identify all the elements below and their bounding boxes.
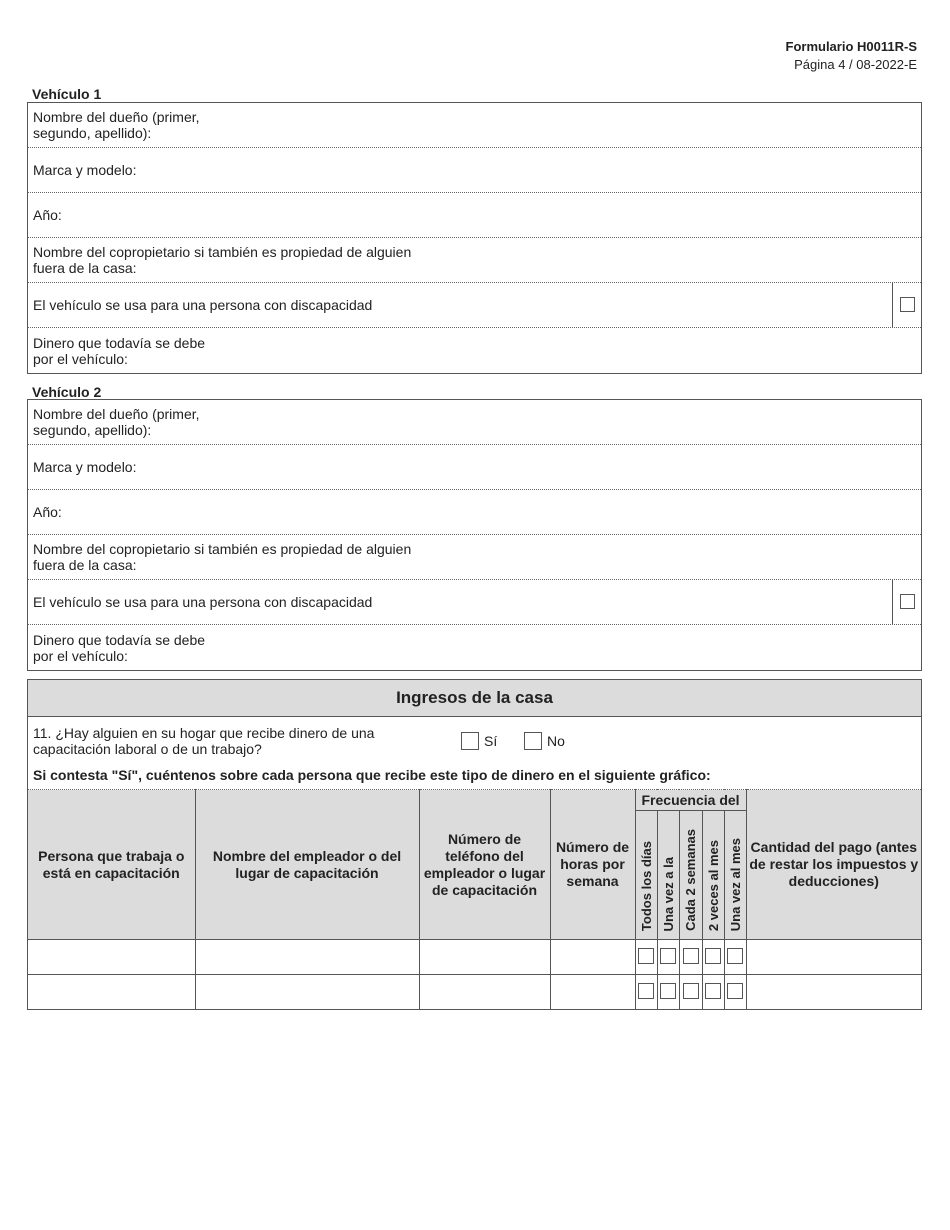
no-checkbox[interactable] bbox=[524, 732, 542, 750]
table-row bbox=[28, 975, 921, 1010]
col-frequency-option bbox=[679, 811, 702, 940]
page-number: Página 4 / 08-2022-E bbox=[794, 57, 917, 72]
form-header bbox=[786, 38, 918, 74]
table-row bbox=[28, 940, 921, 975]
col-frequency: Frecuencia del bbox=[635, 790, 746, 811]
phone-cell[interactable] bbox=[419, 975, 550, 1010]
frequency-checkbox[interactable] bbox=[638, 983, 654, 999]
vehicle-field-row[interactable] bbox=[28, 625, 921, 670]
frequency-label: Cada 2 semanas bbox=[683, 829, 698, 931]
hours-cell[interactable] bbox=[550, 940, 635, 975]
disability-checkbox[interactable] bbox=[900, 594, 915, 609]
col-frequency-option bbox=[724, 811, 746, 940]
frequency-cell bbox=[635, 940, 657, 975]
vehicle-field-row[interactable] bbox=[28, 490, 921, 535]
employer-cell[interactable] bbox=[195, 975, 419, 1010]
vehicle-field-label: Nombre del copropietario si también es propiedad de alguien fuera de la casa: bbox=[33, 541, 412, 573]
phone-cell[interactable] bbox=[419, 940, 550, 975]
col-frequency-option bbox=[635, 811, 657, 940]
frequency-cell bbox=[724, 975, 746, 1010]
frequency-cell bbox=[679, 940, 702, 975]
frequency-label: Una vez al mes bbox=[727, 837, 743, 931]
frequency-cell bbox=[702, 940, 724, 975]
form-number: Formulario H0011R-S bbox=[785, 39, 917, 54]
yes-option[interactable] bbox=[461, 732, 497, 750]
question-11 bbox=[28, 717, 921, 765]
amount-cell[interactable] bbox=[746, 975, 921, 1010]
employer-cell[interactable] bbox=[195, 940, 419, 975]
vehicle-field-row[interactable] bbox=[28, 445, 921, 490]
vehicle-field-label: Nombre del copropietario si también es propiedad de alguien fuera de la casa: bbox=[33, 244, 412, 276]
frequency-checkbox[interactable] bbox=[705, 983, 721, 999]
frequency-label: Una vez a la bbox=[660, 856, 676, 931]
no-option[interactable] bbox=[524, 732, 565, 750]
frequency-checkbox[interactable] bbox=[660, 983, 676, 999]
vehicle-field-row[interactable] bbox=[28, 535, 921, 580]
frequency-label: 2 veces al mes bbox=[705, 839, 721, 931]
vehicle-2-title: Vehículo 2 bbox=[32, 384, 102, 400]
disability-checkbox-cell bbox=[892, 283, 921, 327]
vehicle-1-table bbox=[27, 102, 922, 374]
vehicle-field-row[interactable] bbox=[28, 400, 921, 445]
col-frequency-option bbox=[702, 811, 724, 940]
vehicle-field-row[interactable] bbox=[28, 580, 921, 625]
work-income-table bbox=[28, 789, 921, 1009]
col-phone: Número de teléfono del empleador o lugar de capacitación bbox=[419, 790, 550, 940]
vehicle-field-label: Nombre del dueño (primer, segundo, apellido): bbox=[33, 109, 200, 141]
vehicle-field-label: Dinero que todavía se debe por el vehículo: bbox=[33, 631, 206, 664]
amount-cell[interactable] bbox=[746, 940, 921, 975]
vehicle-field-row[interactable] bbox=[28, 103, 921, 148]
instruction-text: Si contesta "Sí", cuéntenos sobre cada persona que recibe este tipo de dinero en el siguiente gráfico: bbox=[33, 767, 711, 783]
vehicle-field-label: Nombre del dueño (primer, segundo, apellido): bbox=[33, 406, 200, 438]
yes-checkbox[interactable] bbox=[461, 732, 479, 750]
col-hours: Número de horas por semana bbox=[550, 790, 635, 940]
yes-label: Sí bbox=[484, 733, 498, 749]
frequency-cell bbox=[724, 940, 746, 975]
hours-cell[interactable] bbox=[550, 975, 635, 1010]
vehicle-field-row[interactable] bbox=[28, 328, 921, 373]
frequency-checkbox[interactable] bbox=[705, 948, 721, 964]
frequency-cell bbox=[635, 975, 657, 1010]
vehicle-field-row[interactable] bbox=[28, 148, 921, 193]
frequency-cell bbox=[702, 975, 724, 1010]
vehicle-field-label: Año: bbox=[33, 504, 62, 520]
col-amount: Cantidad del pago (antes de restar los impuestos y deducciones) bbox=[746, 790, 921, 940]
disability-checkbox[interactable] bbox=[900, 297, 915, 312]
vehicle-1-title: Vehículo 1 bbox=[32, 86, 102, 102]
income-title: Ingresos de la casa bbox=[28, 680, 921, 717]
frequency-checkbox[interactable] bbox=[660, 948, 676, 964]
vehicle-field-label: Dinero que todavía se debe por el vehículo: bbox=[33, 334, 206, 367]
income-section bbox=[27, 679, 922, 1010]
col-frequency-option bbox=[657, 811, 679, 940]
vehicle-field-label: Año: bbox=[33, 207, 62, 223]
vehicle-field-label: El vehículo se usa para una persona con discapacidad bbox=[33, 297, 373, 313]
vehicle-field-row[interactable] bbox=[28, 193, 921, 238]
frequency-cell bbox=[657, 975, 679, 1010]
vehicle-field-row[interactable] bbox=[28, 238, 921, 283]
frequency-checkbox[interactable] bbox=[727, 983, 743, 999]
frequency-checkbox[interactable] bbox=[683, 948, 699, 964]
vehicle-field-label: Marca y modelo: bbox=[33, 162, 137, 178]
frequency-cell bbox=[657, 940, 679, 975]
frequency-checkbox[interactable] bbox=[638, 948, 654, 964]
disability-checkbox-cell bbox=[892, 580, 921, 624]
frequency-checkbox[interactable] bbox=[683, 983, 699, 999]
vehicle-field-row[interactable] bbox=[28, 283, 921, 328]
vehicle-2-table bbox=[27, 399, 922, 671]
question-11-text: 11. ¿Hay alguien en su hogar que recibe dinero de una capacitación laboral o de un trabajo? bbox=[33, 725, 375, 757]
col-person: Persona que trabaja o está en capacitación bbox=[28, 790, 195, 940]
person-cell[interactable] bbox=[28, 940, 195, 975]
vehicle-field-label: Marca y modelo: bbox=[33, 459, 137, 475]
frequency-checkbox[interactable] bbox=[727, 948, 743, 964]
col-employer: Nombre del empleador o del lugar de capacitación bbox=[195, 790, 419, 940]
no-label: No bbox=[547, 733, 565, 749]
vehicle-field-label: El vehículo se usa para una persona con discapacidad bbox=[33, 594, 373, 610]
frequency-label: Todos los días bbox=[638, 840, 654, 931]
person-cell[interactable] bbox=[28, 975, 195, 1010]
frequency-cell bbox=[679, 975, 702, 1010]
